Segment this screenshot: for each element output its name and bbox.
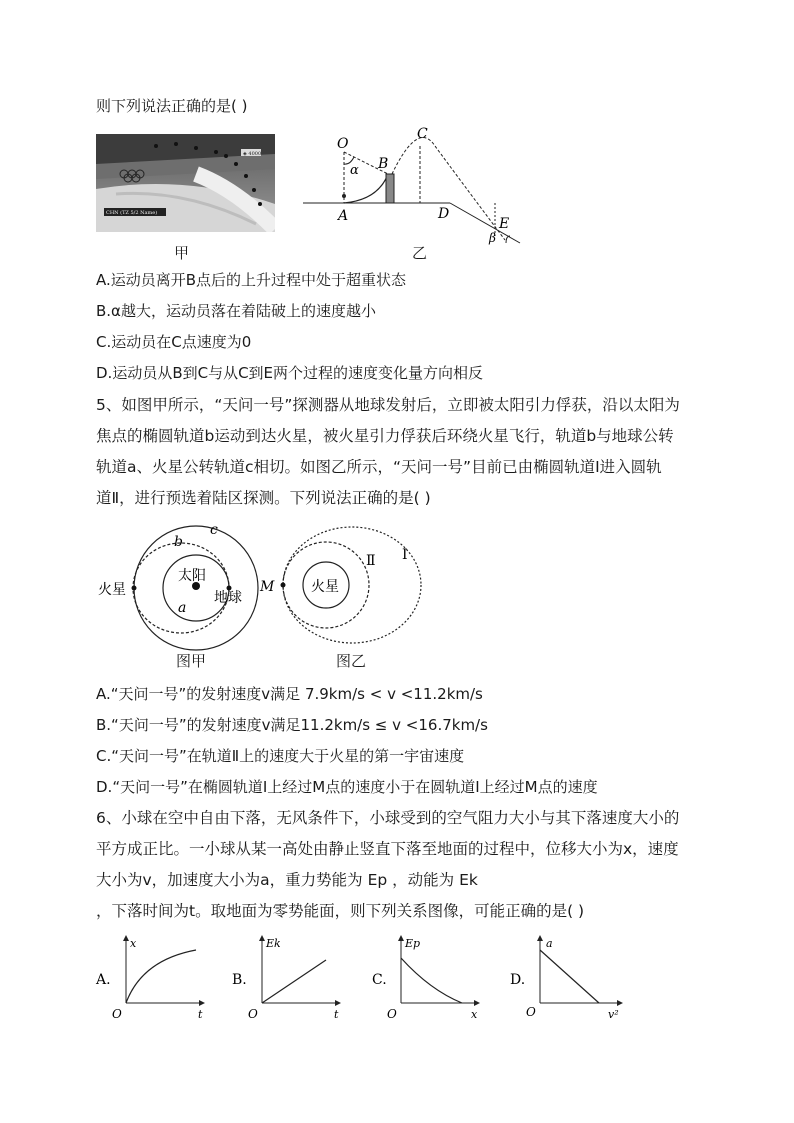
mars-label: 火星 <box>98 582 126 598</box>
q5-option-c: C.“天问一号”在轨道Ⅱ上的速度大于火星的第一宇宙速度 <box>96 747 465 765</box>
q5-option-d: D.“天问一号”在椭圆轨道Ⅰ上经过M点的速度小于在圆轨道Ⅰ上经过M点的速度 <box>96 778 598 796</box>
fig-caption-tu-yi: 图乙 <box>336 652 367 670</box>
graph-c <box>372 937 478 1021</box>
q5-option-a: A.“天问一号”的发射速度v满足 7.9km/s < v <11.2km/s <box>96 685 483 703</box>
graph-b-origin: O <box>248 1007 258 1021</box>
q6-line-4: ，下落时间为t。取地面为零势能面，则下列关系图像，可能正确的是( ) <box>96 902 585 920</box>
ski-trajectory-diagram <box>300 118 530 248</box>
graph-a-y-label: x <box>130 937 137 950</box>
graph-c-option: C. <box>372 972 387 988</box>
orbit-label-a: a <box>178 600 187 616</box>
orbit-label-c: c <box>210 522 218 538</box>
photo-overlay-top: ◈ 4000 <box>243 151 262 157</box>
orbit-label-b: b <box>174 534 183 550</box>
graph-d-option: D. <box>510 972 526 988</box>
fig-caption-tu-jia: 图甲 <box>176 652 207 670</box>
q6-line-3: 大小为v，加速度大小为a，重力势能为 Ep ，动能为 Ek <box>96 871 478 889</box>
graph-b-y-label: Ek <box>266 937 281 950</box>
q5-line-4: 道Ⅱ，进行预选着陆区探测。下列说法正确的是( ) <box>96 489 431 507</box>
mars-center-label: 火星 <box>311 579 339 595</box>
q5-option-b: B.“天问一号”的发射速度v满足11.2km/s ≤ v <16.7km/s <box>96 716 488 734</box>
q4-option-d: D.运动员从B到C与从C到E两个过程的速度变化量方向相反 <box>96 364 484 382</box>
q4-option-a: A.运动员离开B点后的上升过程中处于超重状态 <box>96 271 407 289</box>
label-D: D <box>438 206 450 222</box>
q6-line-2: 平方成正比。一小球从某一高处由静止竖直下落至地面的过程中，位移大小为x，速度 <box>96 840 679 858</box>
photo-caption-jia: 甲 <box>174 244 190 262</box>
q6-stem <box>96 803 696 927</box>
q6-line-1: 6、小球在空中自由下落，无风条件下，小球受到的空气阻力大小与其下落速度大小的 <box>96 809 680 827</box>
graph-c-y-label: Ep <box>405 937 421 950</box>
label-O: O <box>337 136 349 152</box>
label-A: A <box>338 208 349 224</box>
q4-intro: 则下列说法正确的是( ) <box>96 97 248 115</box>
q5-stem <box>96 390 696 514</box>
orbit-II-label: Ⅱ <box>366 553 376 569</box>
graph-b <box>232 937 339 1021</box>
q6-graphs <box>90 930 730 1025</box>
label-B: B <box>378 156 389 172</box>
label-E: E <box>499 216 510 232</box>
q4-option-b: B.α越大，运动员落在着陆破上的速度越小 <box>96 302 376 320</box>
graph-d-origin: O <box>526 1005 536 1019</box>
label-C: C <box>417 126 428 142</box>
fig-caption-yi: 乙 <box>412 244 428 262</box>
q5-line-2: 焦点的椭圆轨道b运动到达火星，被火星引力俘获后环绕火星飞行，轨道b与地球公转 <box>96 427 674 445</box>
label-beta: β <box>489 231 496 245</box>
label-alpha: α <box>350 163 359 178</box>
graph-b-option: B. <box>232 972 247 988</box>
ski-jump-photo <box>96 134 275 232</box>
graph-d-x-label: v² <box>608 1008 619 1021</box>
graph-d-y-label: a <box>546 937 553 950</box>
earth-label: 地球 <box>214 590 242 606</box>
q5-line-1: 5、如图甲所示，“天问一号”探测器从地球发射后，立即被太阳引力俘获，沿以太阳为 <box>96 396 680 414</box>
graph-b-x-label: t <box>334 1008 339 1021</box>
graph-a-x-label: t <box>198 1008 203 1021</box>
graph-d <box>510 937 620 1021</box>
orbit-I-label: Ⅰ <box>402 547 408 563</box>
graph-c-origin: O <box>387 1007 397 1021</box>
graph-a <box>95 937 203 1021</box>
graph-a-option: A. <box>96 972 111 988</box>
sun-label: 太阳 <box>178 568 206 584</box>
photo-overlay-bottom: CHN (TZ 5/2 Name) <box>106 210 158 216</box>
graph-a-origin: O <box>112 1007 122 1021</box>
graph-c-x-label: x <box>471 1008 478 1021</box>
point-M-label: M <box>260 579 275 595</box>
q4-option-c: C.运动员在C点速度为0 <box>96 333 252 351</box>
q5-line-3: 轨道a、火星公转轨道c相切。如图乙所示，“天问一号”目前已由椭圆轨道Ⅰ进入圆轨 <box>96 458 662 476</box>
